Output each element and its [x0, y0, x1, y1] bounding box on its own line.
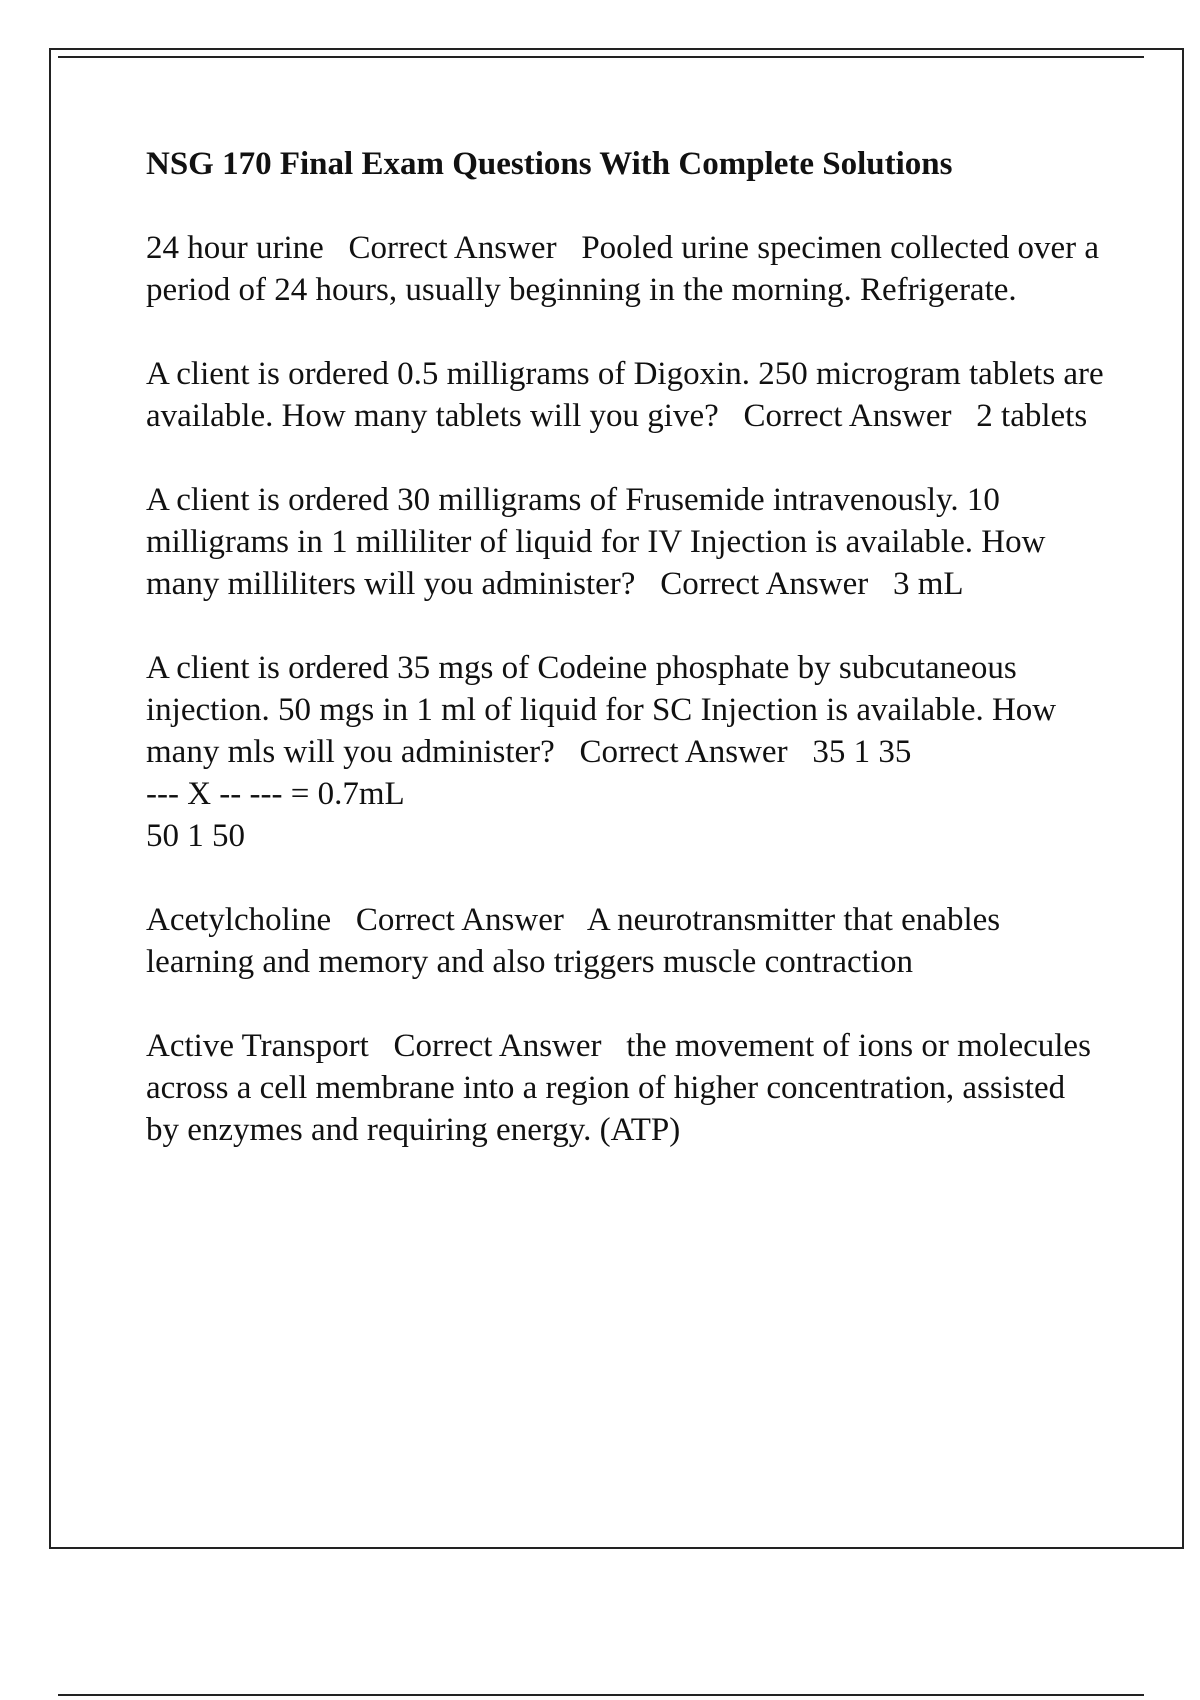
qa-item-5	[146, 899, 1106, 983]
qa-item-4	[146, 647, 1106, 857]
answer-label: Correct Answer	[393, 1028, 602, 1064]
answer-label: Correct Answer	[579, 734, 788, 770]
answer-label: Correct Answer	[743, 398, 952, 434]
document-title: NSG 170 Final Exam Questions With Complete Solutions	[146, 146, 953, 182]
question-text: A client is ordered 0.5 milligrams of Digoxin. 250 microgram tablets are available. How many tablets will you give?	[146, 356, 1112, 434]
answer-text: 35 1 35	[812, 734, 912, 770]
answer-text: A neurotransmitter that enables learning and memory and also triggers muscle contraction	[146, 902, 1009, 980]
answer-text: 3 mL	[892, 566, 964, 602]
question-text: Active Transport	[146, 1028, 369, 1064]
answer-text: 2 tablets	[976, 398, 1088, 434]
answer-text: the movement of ions or molecules across a cell membrane into a region of higher concentration, assisted by enzymes and requiring energy. (ATP)	[146, 1028, 1100, 1148]
qa-item-2	[146, 353, 1112, 437]
qa-item-6	[146, 1025, 1106, 1151]
question-text: A client is ordered 35 mgs of Codeine phosphate by subcutaneous injection. 50 mgs in 1 ml of liquid for SC Injection is available. How many mls will you administer?	[146, 650, 1065, 770]
question-text: Acetylcholine	[146, 902, 332, 938]
answer-text: Pooled urine specimen collected over a period of 24 hours, usually beginning in the morning. Refrigerate.	[146, 230, 1108, 308]
answer-label: Correct Answer	[355, 902, 564, 938]
footer-rule	[58, 1694, 1144, 1696]
header-rule	[58, 56, 1144, 58]
question-text: A client is ordered 30 milligrams of Frusemide intravenously. 10 milligrams in 1 milliliter of liquid for IV Injection is available. How many milliliters will you administer?	[146, 482, 1054, 602]
answer-label: Correct Answer	[660, 566, 869, 602]
answer-calculation-denominators: 50 1 50	[146, 818, 245, 854]
answer-calculation-line: --- X -- --- = 0.7mL	[146, 776, 405, 812]
qa-item-1	[146, 227, 1106, 311]
answer-label: Correct Answer	[348, 230, 557, 266]
question-text: 24 hour urine	[146, 230, 324, 266]
qa-item-3	[146, 479, 1106, 605]
document-body	[146, 143, 1112, 1193]
